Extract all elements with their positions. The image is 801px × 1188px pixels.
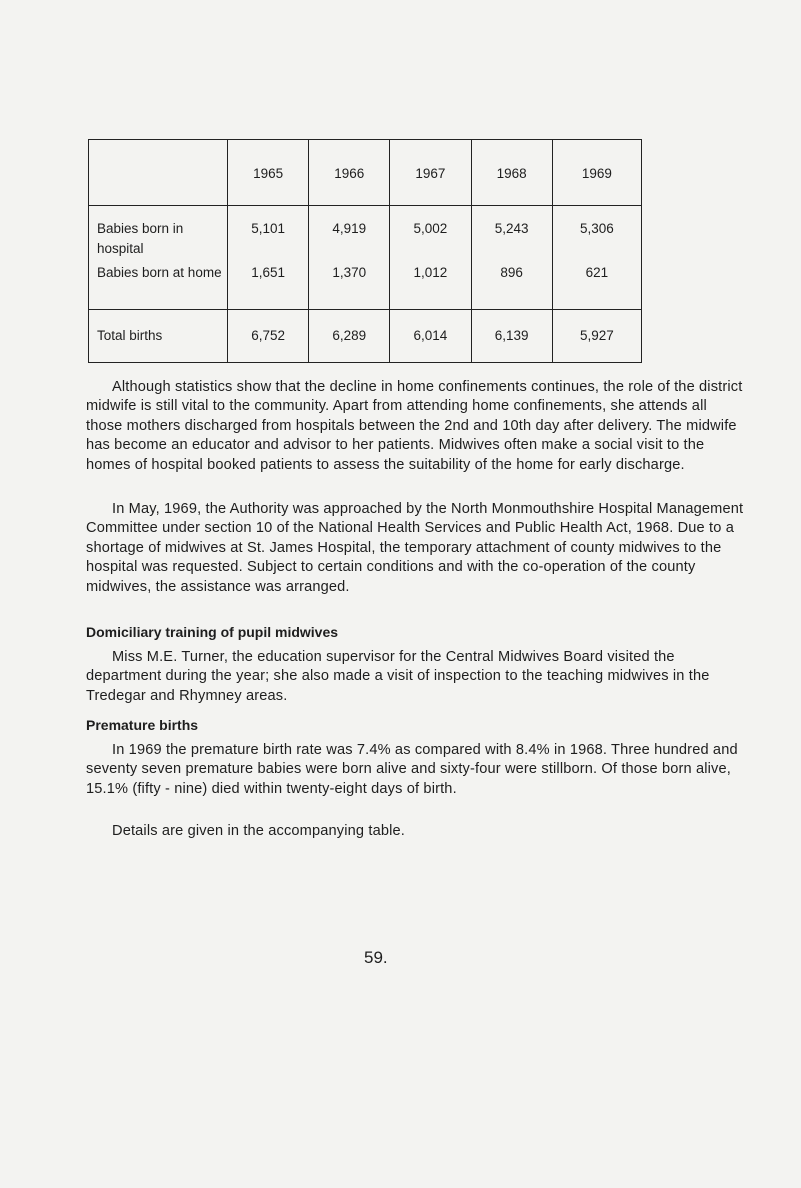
- section-heading-domiciliary: Domiciliary training of pupil midwives: [86, 624, 339, 640]
- paragraph-block: [86, 741, 746, 799]
- total-row: [89, 310, 642, 363]
- table-cell: 5,243: [471, 206, 552, 264]
- table-row: [89, 263, 642, 310]
- table-cell: 1,651: [228, 263, 309, 310]
- paragraph-midwife-role: Although statistics show that the decline in home confinements continues, the role of the district midwife is still vital to the community. Apart from attending home confinements, she attends all those mothers discharged from hospitals between the 2nd and 10th day after delivery. The midwife has become an educator and advisor to her patients. Midwives often make a social visit to the homes of hospital booked patients to assess the suitability of the home for early discharge.: [86, 379, 743, 473]
- table-header-row: [89, 140, 642, 206]
- table-cell: 1,370: [309, 263, 390, 310]
- year-header: 1965: [228, 140, 309, 206]
- year-header: 1966: [309, 140, 390, 206]
- row-label: Babies born at home: [89, 263, 228, 310]
- year-header: 1969: [552, 140, 641, 206]
- table-cell: 6,752: [228, 310, 309, 363]
- paragraph-block: [86, 648, 746, 706]
- table-row: [89, 206, 642, 264]
- row-label: Total births: [89, 310, 228, 363]
- table-cell: 5,927: [552, 310, 641, 363]
- table-cell: 621: [552, 263, 641, 310]
- year-header: 1968: [471, 140, 552, 206]
- table-cell: 5,002: [390, 206, 471, 264]
- paragraph-block: [86, 500, 746, 597]
- table-cell: 1,012: [390, 263, 471, 310]
- paragraph-inspection: Miss M.E. Turner, the education supervisor for the Central Midwives Board visited the department during the year; she also made a visit of inspection to the teaching midwives in the Tredegar and Rhymney areas.: [86, 649, 710, 704]
- year-header: 1967: [390, 140, 471, 206]
- table-cell: 4,919: [309, 206, 390, 264]
- table-cell: 5,306: [552, 206, 641, 264]
- births-table: [88, 139, 642, 363]
- table-cell: 6,289: [309, 310, 390, 363]
- paragraph-block: [86, 378, 746, 475]
- table-cell: 896: [471, 263, 552, 310]
- row-label: Babies born in hospital: [89, 206, 228, 264]
- paragraph-hospital-attachment: In May, 1969, the Authority was approached by the North Monmouthshire Hospital Management Committee under section 10 of the National Health Services and Public Health Act, 1968. Due to a shortage of midwives at St. James Hospital, the temporary attachment of county midwives to the hospital was requested. Subject to certain conditions and with the co-operation of the county midwives, the assistance was arranged.: [86, 501, 744, 595]
- page-number: 59.: [364, 948, 388, 967]
- table-cell: 5,101: [228, 206, 309, 264]
- paragraph-block: [86, 822, 746, 841]
- section-heading-premature: Premature births: [86, 717, 199, 733]
- paragraph-details: Details are given in the accompanying table.: [112, 823, 405, 839]
- table-cell: 6,139: [471, 310, 552, 363]
- table-cell: 6,014: [390, 310, 471, 363]
- paragraph-premature-rate: In 1969 the premature birth rate was 7.4% as compared with 8.4% in 1968. Three hundred and seventy seven premature babies were born alive and sixty-four were stillborn. Of those born alive, 15.1% (fifty - nine) died within twenty-eight days of birth.: [86, 742, 738, 797]
- table-corner-cell: [89, 140, 228, 206]
